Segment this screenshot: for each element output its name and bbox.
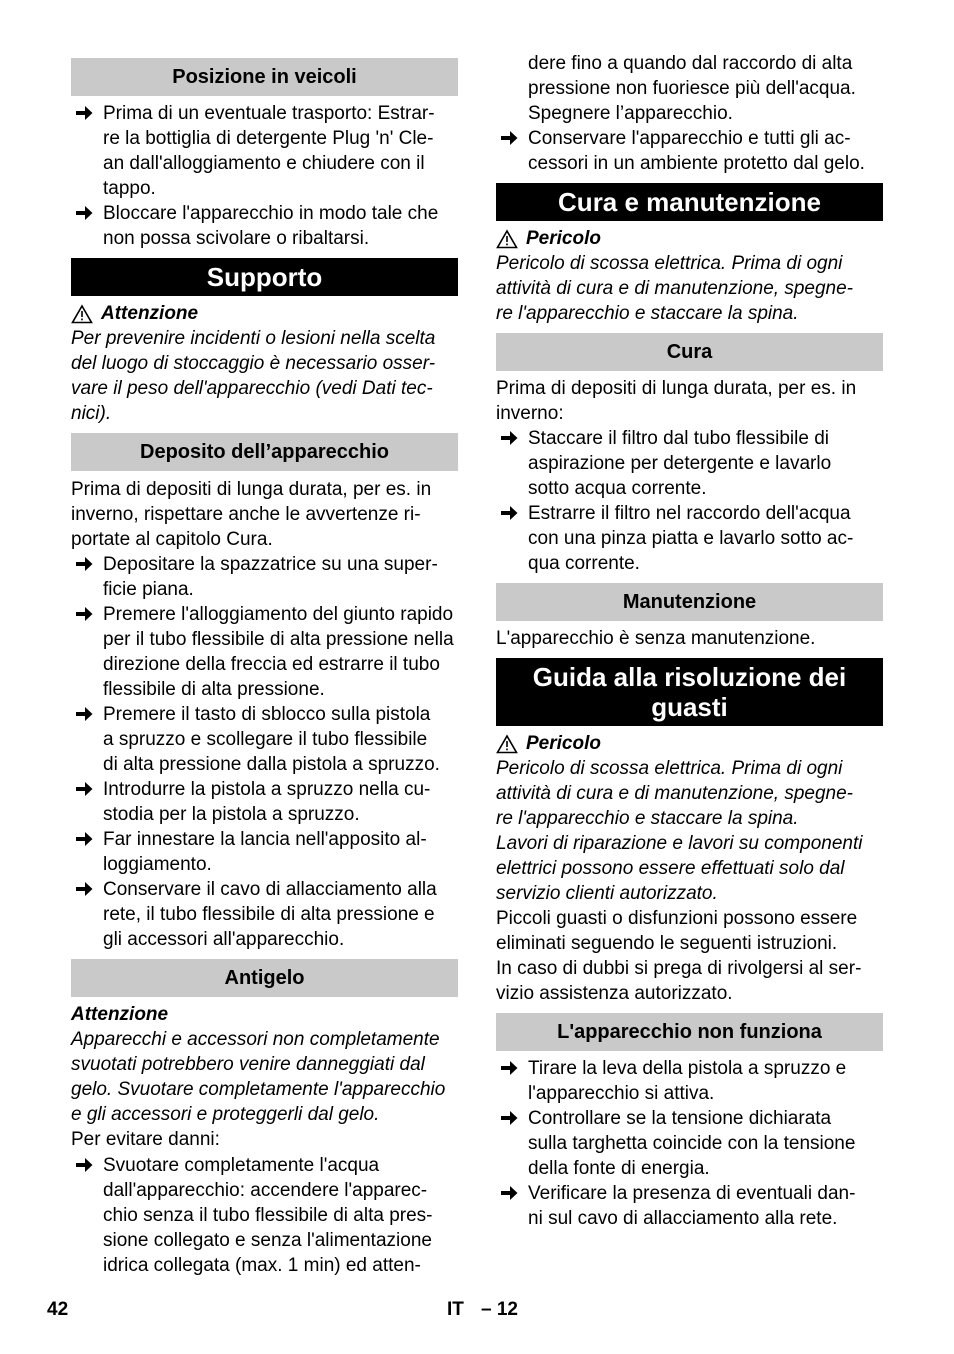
text-line: stodia per la pistola a spruzzo. bbox=[103, 804, 360, 825]
text-line: flessibile di alta pressione. bbox=[103, 679, 325, 700]
section-heading-antigelo: Antigelo bbox=[71, 959, 458, 997]
text-line: sotto acqua corrente. bbox=[528, 478, 707, 499]
text-line: Tirare la leva della pistola a spruzzo e bbox=[528, 1058, 847, 1079]
text-line: con una pinza piatta e lavarlo sotto ac- bbox=[528, 528, 854, 549]
guida-text bbox=[496, 906, 883, 1006]
text-line: non possa scivolare o ribaltarsi. bbox=[103, 228, 370, 249]
section-heading-cura: Cura bbox=[496, 333, 883, 371]
warning-triangle-icon bbox=[71, 304, 93, 324]
text-line: ni sul cavo di allacciamento alla rete. bbox=[528, 1208, 838, 1229]
arrow-right-icon bbox=[499, 429, 519, 447]
text-line: l'apparecchio si attiva. bbox=[528, 1083, 715, 1104]
bullet-text bbox=[528, 1181, 855, 1231]
arrow-right-icon bbox=[499, 1109, 519, 1127]
text-line: idrica collegata (max. 1 min) ed atten- bbox=[103, 1255, 421, 1276]
text-line: Lavori di riparazione e lavori su componenti bbox=[496, 833, 863, 854]
text-line: In caso di dubbi si prega di rivolgersi al ser- bbox=[496, 958, 862, 979]
chapter-heading-guida bbox=[496, 658, 883, 726]
warning-pericolo-2 bbox=[496, 731, 883, 1006]
text-line: qua corrente. bbox=[528, 553, 640, 574]
chapter-heading-cura-manutenzione: Cura e manutenzione bbox=[496, 183, 883, 221]
text-line: a spruzzo e scollegare il tubo flessibile bbox=[103, 729, 428, 750]
text-line: Depositare la spazzatrice su una super- bbox=[103, 554, 438, 575]
text-line: nici). bbox=[71, 403, 112, 424]
bullet-text bbox=[103, 827, 427, 877]
bullet-text bbox=[528, 1056, 846, 1106]
text-line: Staccare il filtro dal tubo flessibile di bbox=[528, 428, 829, 449]
footer-section-page: – 12 bbox=[481, 1299, 518, 1320]
text-line: an dall'alloggiamento e chiudere con il bbox=[103, 153, 425, 174]
text-line: Prima di un eventuale trasporto: Estrar- bbox=[103, 103, 435, 124]
per-evitare-text: Per evitare danni: bbox=[71, 1129, 220, 1150]
text-line: Pericolo di scossa elettrica. Prima di ogni bbox=[496, 758, 843, 779]
text-line: Bloccare l'apparecchio in modo tale che bbox=[103, 203, 439, 224]
bullet-text bbox=[103, 101, 435, 201]
warning-label: Pericolo bbox=[526, 228, 601, 249]
chapter-heading-supporto: Supporto bbox=[71, 258, 458, 296]
warning-label: Attenzione bbox=[101, 303, 199, 324]
text-line: Estrarre il filtro nel raccordo dell'acqua bbox=[528, 503, 851, 524]
arrow-right-icon bbox=[74, 204, 94, 222]
bullet-text bbox=[103, 777, 430, 827]
bullet-text bbox=[528, 501, 853, 576]
bullet-text bbox=[103, 1153, 433, 1278]
text-line: portate al capitolo Cura. bbox=[71, 529, 273, 550]
manutenzione-text: L'apparecchio è senza manutenzione. bbox=[496, 628, 816, 649]
warning-text bbox=[71, 1027, 458, 1127]
arrow-right-icon bbox=[74, 780, 94, 798]
chapter-heading-line: guasti bbox=[651, 692, 728, 722]
bullet-text bbox=[103, 552, 438, 602]
bullet-text bbox=[103, 602, 454, 702]
arrow-right-icon bbox=[499, 504, 519, 522]
arrow-right-icon bbox=[74, 830, 94, 848]
text-line: inverno: bbox=[496, 403, 564, 424]
text-line: gli accessori all'apparecchio. bbox=[103, 929, 345, 950]
warning-triangle-icon bbox=[496, 734, 518, 754]
text-line: eliminati seguendo le seguenti istruzioni. bbox=[496, 933, 838, 954]
warning-attenzione bbox=[71, 301, 458, 426]
warning-antigelo bbox=[71, 1002, 458, 1152]
text-line: Controllare se la tensione dichiarata bbox=[528, 1108, 832, 1129]
text-line: del luogo di stoccaggio è necessario osser- bbox=[71, 353, 436, 374]
text-line: dall'apparecchio: accendere l'apparec- bbox=[103, 1180, 428, 1201]
text-line: Introdurre la pistola a spruzzo nella cu- bbox=[103, 779, 431, 800]
text-line: svuotati potrebbero venire danneggiati dal bbox=[71, 1054, 425, 1075]
bullet-text bbox=[528, 426, 831, 501]
text-line: cessori in un ambiente protetto dal gelo. bbox=[528, 153, 865, 174]
text-line: Piccoli guasti o disfunzioni possono essere bbox=[496, 908, 858, 929]
text-line: di alta pressione dalla pistola a spruzzo. bbox=[103, 754, 440, 775]
text-line: vizio assistenza autorizzato. bbox=[496, 983, 733, 1004]
text-line: ficie piana. bbox=[103, 579, 194, 600]
arrow-right-icon bbox=[74, 880, 94, 898]
warning-text bbox=[71, 326, 458, 426]
text-line: servizio clienti autorizzato. bbox=[496, 883, 718, 904]
arrow-right-icon bbox=[499, 1059, 519, 1077]
text-line: direzione della freccia ed estrarre il tubo bbox=[103, 654, 440, 675]
text-line: Per prevenire incidenti o lesioni nella scelta bbox=[71, 328, 436, 349]
text-line: gelo. Svuotare completamente l'apparecchio bbox=[71, 1079, 446, 1100]
arrow-right-icon bbox=[74, 1156, 94, 1174]
arrow-right-icon bbox=[74, 104, 94, 122]
text-line: vare il peso dell'apparecchio (vedi Dati tec- bbox=[71, 378, 433, 399]
text-line: dere fino a quando dal raccordo di alta bbox=[528, 53, 853, 74]
bullet-text bbox=[103, 877, 437, 952]
bullet-text bbox=[528, 1106, 855, 1181]
text-line: Spegnere l’apparecchio. bbox=[528, 103, 733, 124]
cura-intro bbox=[496, 376, 883, 426]
text-line: re la bottiglia di detergente Plug 'n' Cle- bbox=[103, 128, 434, 149]
continued-text bbox=[528, 51, 883, 126]
footer-language: IT bbox=[447, 1299, 464, 1320]
text-line: re l'apparecchio e staccare la spina. bbox=[496, 303, 799, 324]
arrow-right-icon bbox=[499, 1184, 519, 1202]
arrow-right-icon bbox=[499, 129, 519, 147]
text-line: pressione non fuoriesce più dell'acqua. bbox=[528, 78, 856, 99]
bullet-text bbox=[103, 702, 440, 777]
text-line: della fonte di energia. bbox=[528, 1158, 710, 1179]
warning-text bbox=[496, 251, 883, 326]
text-line: chio senza il tubo flessibile di alta pres- bbox=[103, 1205, 433, 1226]
text-line: tappo. bbox=[103, 178, 156, 199]
text-line: Far innestare la lancia nell'apposito al- bbox=[103, 829, 427, 850]
text-line: e gli accessori e proteggerli dal gelo. bbox=[71, 1104, 380, 1125]
chapter-heading-line: Guida alla risoluzione dei bbox=[532, 662, 847, 692]
text-line: Svuotare completamente l'acqua bbox=[103, 1155, 380, 1176]
page-number: 42 bbox=[47, 1299, 69, 1320]
section-heading-deposito: Deposito dell’apparecchio bbox=[71, 433, 458, 471]
section-heading-manutenzione: Manutenzione bbox=[496, 583, 883, 621]
text-line: Pericolo di scossa elettrica. Prima di ogni bbox=[496, 253, 843, 274]
text-line: Apparecchi e accessori non completamente bbox=[71, 1029, 440, 1050]
deposito-intro bbox=[71, 477, 458, 552]
text-line: per il tubo flessibile di alta pressione nella bbox=[103, 629, 454, 650]
text-line: re l'apparecchio e staccare la spina. bbox=[496, 808, 799, 829]
warning-pericolo bbox=[496, 226, 883, 326]
text-line: Conservare il cavo di allacciamento alla bbox=[103, 879, 437, 900]
text-line: Prima di depositi di lunga durata, per es. in bbox=[496, 378, 857, 399]
text-line: Verificare la presenza di eventuali dan- bbox=[528, 1183, 856, 1204]
warning-label: Attenzione bbox=[71, 1004, 169, 1025]
arrow-right-icon bbox=[74, 705, 94, 723]
bullet-text bbox=[528, 126, 865, 176]
text-line: Conservare l'apparecchio e tutti gli ac- bbox=[528, 128, 851, 149]
warning-label: Pericolo bbox=[526, 733, 601, 754]
warning-text bbox=[496, 756, 883, 906]
text-line: rete, il tubo flessibile di alta pressione e bbox=[103, 904, 435, 925]
text-line: loggiamento. bbox=[103, 854, 212, 875]
text-line: Prima di depositi di lunga durata, per es. in bbox=[71, 479, 432, 500]
text-line: sione collegato e senza l'alimentazione bbox=[103, 1230, 432, 1251]
warning-triangle-icon bbox=[496, 229, 518, 249]
text-line: attività di cura e di manutenzione, spegne- bbox=[496, 278, 853, 299]
text-line: inverno, rispettare anche le avvertenze ri- bbox=[71, 504, 421, 525]
text-line: Premere il tasto di sblocco sulla pistola bbox=[103, 704, 431, 725]
text-line: aspirazione per detergente e lavarlo bbox=[528, 453, 832, 474]
text-line: Premere l'alloggiamento del giunto rapido bbox=[103, 604, 454, 625]
arrow-right-icon bbox=[74, 605, 94, 623]
arrow-right-icon bbox=[74, 555, 94, 573]
section-heading-non-funziona: L'apparecchio non funziona bbox=[496, 1013, 883, 1051]
text-line: elettrici possono essere effettuati solo dal bbox=[496, 858, 845, 879]
section-heading-posizione: Posizione in veicoli bbox=[71, 58, 458, 96]
text-line: sulla targhetta coincide con la tensione bbox=[528, 1133, 856, 1154]
text-line: attività di cura e di manutenzione, spegne- bbox=[496, 783, 853, 804]
bullet-text bbox=[103, 201, 438, 251]
